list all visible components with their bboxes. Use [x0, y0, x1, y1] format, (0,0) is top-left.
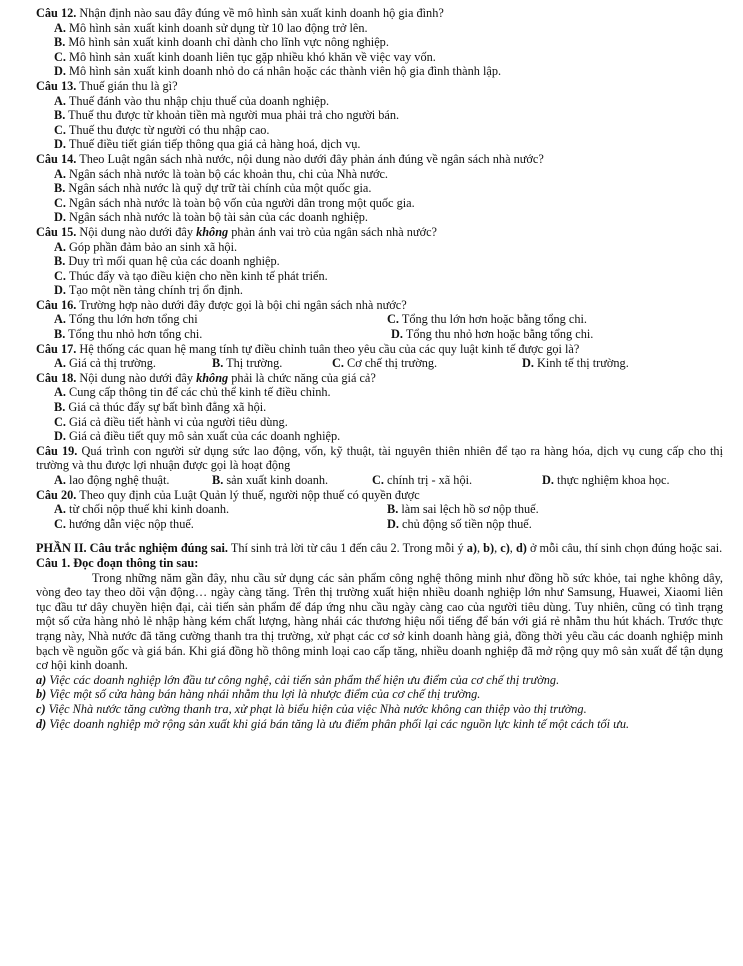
option-a: A. lao động nghệ thuật.: [54, 473, 170, 487]
option-b: B. Thị trường.: [212, 356, 283, 371]
option-a: A. Thuế đánh vào thu nhập chịu thuế của doanh nghiệp.: [54, 93, 330, 108]
option-b: B. làm sai lệch hồ sơ nộp thuế.: [387, 502, 539, 517]
question-number: Câu 13.: [36, 78, 77, 93]
statement-b: b) Việc một số cửa hàng bán hàng nhái nhằm thu lợi là nhược điểm của cơ chế thị trường.: [36, 687, 481, 702]
question-20: [36, 488, 723, 503]
question-stem: Thuế gián thu là gì?: [79, 78, 178, 93]
question-number: Câu 14.: [36, 151, 77, 166]
option-row: [36, 312, 723, 327]
statement-d: d) Việc doanh nghiệp mở rộng sản xuất khi giá bán tăng là ưu điểm phân phối lại các nguồn lực kinh tế một cách tối ưu.: [36, 716, 630, 731]
question-19: [36, 444, 723, 473]
option-b: B. Giá cả thúc đẩy sự bất bình đẳng xã hội.: [54, 400, 267, 415]
question-stem: Theo Luật ngân sách nhà nước, nội dung nào dưới đây phản ánh đúng về ngân sách nhà nước?: [79, 151, 544, 166]
option-d: D. Mô hình sản xuất kinh doanh nhỏ do cá nhân hoặc các thành viên hộ gia đình thành lập.: [54, 64, 502, 79]
option-d: D. chủ động số tiền nộp thuế.: [387, 516, 532, 531]
option-d: D. Thuế điều tiết gián tiếp thông qua giá cả hàng hoá, dịch vụ.: [54, 137, 361, 152]
option-row: [36, 327, 723, 342]
question-15: Câu 15. Nội dung nào dưới đây không phản ánh vai trò của ngân sách nhà nước?: [36, 224, 438, 239]
question-17: [36, 342, 723, 357]
option-c: C. Thuế thu được từ người có thu nhập cao.: [54, 122, 270, 137]
question-number: Câu 18.: [36, 370, 77, 385]
option-a: A. Giá cả thị trường.: [54, 356, 156, 371]
option-a: A. Mô hình sản xuất kinh doanh sử dụng từ 10 lao động trở lên.: [54, 20, 368, 35]
option-c: C. Cơ chế thị trường.: [332, 356, 438, 371]
option-b: B. Tổng thu nhỏ hơn tổng chi.: [54, 327, 203, 342]
option-b: B. Duy trì mối quan hệ của các doanh nghiệp.: [54, 254, 280, 269]
option-d: D. Giá cả điều tiết quy mô sản xuất của các doanh nghiệp.: [54, 429, 341, 444]
option-d: D. Tạo một nền tảng chính trị ổn định.: [54, 283, 244, 298]
question-16: [36, 298, 723, 313]
option-d: D. thực nghiệm khoa học.: [542, 473, 670, 487]
option-d: D. Kinh tế thị trường.: [522, 356, 629, 371]
option-b: B. Mô hình sản xuất kinh doanh chỉ dành cho lĩnh vực nông nghiệp.: [54, 35, 389, 50]
option-a: A. Góp phần đảm bảo an sinh xã hội.: [54, 239, 238, 254]
option-b: B. sản xuất kinh doanh.: [212, 473, 329, 487]
option-c: C. Thúc đẩy và tạo điều kiện cho nền kinh tế phát triển.: [54, 268, 328, 283]
emphasis-word: không: [196, 370, 229, 385]
question-18: Câu 18. Nội dung nào dưới đây không phải là chức năng của giá cả?: [36, 370, 376, 385]
option-a: A. Tổng thu lớn hơn tổng chi: [54, 312, 198, 327]
part-2-question-1-title: Câu 1. Đọc đoạn thông tin sau:: [36, 555, 199, 570]
part-2-header: PHẦN II. Câu trắc nghiệm đúng sai. Thí sinh trả lời từ câu 1 đến câu 2. Trong mỗi ý a), b), c), d) ở mỗi câu, thí sinh chọn đúng hoặc sai.: [36, 541, 723, 556]
option-row: [36, 356, 723, 371]
question-number: Câu 19.: [36, 443, 78, 458]
question-number: Câu 20.: [36, 487, 77, 502]
option-c: C. Ngân sách nhà nước là toàn bộ vốn của người dân trong một quốc gia.: [54, 195, 415, 210]
option-c: C. hướng dẫn việc nộp thuế.: [54, 516, 194, 531]
option-a: A. Ngân sách nhà nước là toàn bộ các khoản thu, chi của Nhà nước.: [54, 166, 389, 181]
question-14: [36, 152, 723, 167]
question-stem: Nhận định nào sau đây đúng về mô hình sản xuất kinh doanh hộ gia đình?: [79, 6, 444, 20]
question-13: [36, 79, 723, 94]
question-stem: Hệ thống các quan hệ mang tính tự điều chỉnh tuân theo yêu cầu của các quy luật kinh tế được gọi là?: [79, 341, 580, 356]
option-c: C. Tổng thu lớn hơn hoặc bằng tổng chi.: [387, 312, 587, 327]
statement-c: c) Việc Nhà nước tăng cường thanh tra, xử phạt là biểu hiện của việc Nhà nước không can thiệp vào thị trường.: [36, 701, 587, 716]
question-stem: Theo quy định của Luật Quản lý thuế, người nộp thuế có quyền được: [79, 487, 420, 502]
emphasis-word: không: [196, 224, 229, 239]
option-b: B. Thuế thu được từ khoản tiền mà người mua phải trả cho người bán.: [54, 108, 400, 123]
option-b: B. Ngân sách nhà nước là quỹ dự trữ tài chính của một quốc gia.: [54, 181, 372, 196]
question-stem: Quá trình con người sử dụng sức lao động, vốn, kỹ thuật, tài nguyên thiên nhiên để tạo ra hàng hóa, dịch vụ cung cấp cho thị trường và thu được lợi nhuận được gọi là hoạt động: [36, 443, 723, 473]
option-row: [36, 517, 723, 532]
option-a: A. Cung cấp thông tin để các chủ thể kinh tế điều chỉnh.: [54, 385, 331, 400]
part-2-title: PHẦN II. Câu trắc nghiệm đúng sai.: [36, 541, 228, 556]
option-row: [36, 502, 723, 517]
question-number: Câu 15.: [36, 224, 77, 239]
question-number: Câu 17.: [36, 341, 77, 356]
option-c: C. chính trị - xã hội.: [372, 473, 473, 487]
option-d: D. Ngân sách nhà nước là toàn bộ tài sản của các doanh nghiệp.: [54, 210, 369, 225]
reading-passage: Trong những năm gần đây, nhu cầu sử dụng các sản phẩm công nghệ thông minh như đồng hồ sức khỏe, tai nghe không dây, vòng đeo tay theo dõi vận động… ngày càng tăng. Trên thị trường xuất hiện nhiều doanh nghiệp lớn như Samsung, Huawei, Xiaomi liên tục đầu tư dây chuyền hiện đại, cải tiến sản phẩm để đáp ứng nhu cầu ngày càng cao của người tiêu dùng. Tuy nhiên, cũng có tình trạng một số cửa hàng nhỏ lẻ nhập hàng kém chất lượng, hàng nhái các thương hiệu nổi tiếng để bán với giá rẻ nhằm thu hút khách. Trước thực trạng này, Nhà nước đã tăng cường thanh tra thị trường, xử phạt các cơ sở kinh doanh hàng giả, đồng thời yêu cầu các doanh nghiệp minh bạch về nguồn gốc và giá bán. Khi giá đồng hồ thông minh loại cao cấp tăng, nhiều doanh nghiệp đã mở rộng quy mô sản xuất để tận dụng cơ hội kinh doanh.: [36, 570, 723, 673]
option-c: C. Giá cả điều tiết hành vi của người tiêu dùng.: [54, 414, 288, 429]
question-number: Câu 12.: [36, 6, 77, 20]
question-12: [36, 6, 723, 21]
question-stem: Trường hợp nào dưới đây được gọi là bội chi ngân sách nhà nước?: [79, 297, 407, 312]
option-a: A. từ chối nộp thuế khi kinh doanh.: [54, 502, 230, 517]
question-number: Câu 16.: [36, 297, 77, 312]
option-row: [36, 473, 723, 488]
option-d: D. Tổng thu nhỏ hơn hoặc bằng tổng chi.: [391, 327, 594, 342]
option-c: C. Mô hình sản xuất kinh doanh liên tục gặp nhiều khó khăn về việc vay vốn.: [54, 49, 436, 64]
statement-a: a) Việc các doanh nghiệp lớn đầu tư công nghệ, cải tiến sản phẩm thể hiện ưu điểm của cơ chế thị trường.: [36, 672, 560, 687]
